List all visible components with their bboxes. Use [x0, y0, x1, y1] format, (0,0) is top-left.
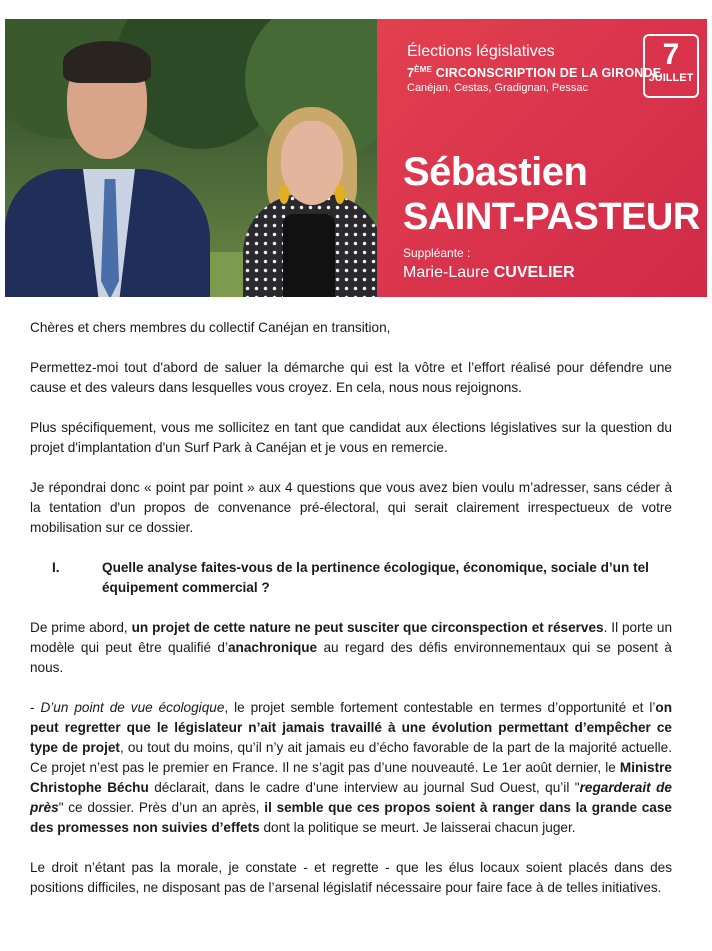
election-title: Élections législatives: [407, 43, 555, 60]
circonscription-label: 7ÈME CIRCONSCRIPTION DE LA GIRONDE: [407, 65, 662, 81]
candidate-first-name: Sébastien: [403, 150, 588, 194]
question-text: Quelle analyse faites-vous de la pertinence écologique, économique, sociale d’un tel équipement commercial ?: [102, 560, 649, 595]
question-1: [30, 558, 672, 598]
paragraph-ecology: - D’un point de vue écologique, le projet semble fortement contestable en termes d’opportunité et l’on peut regretter que le législateur n’ait jamais travaillé à une évolution permettant d’empêcher ce type de projet, ou tout du moins, qu’il n’y ait jamais eu d’écho favorable de la part de la majorité actuelle. Ce projet n’est pas le premier en France. Il ne s’agit pas d’une nouveauté. Le 1er août dernier, le Ministre Christophe Béchu déclarait, dans le cadre d’une interview au journal Sud Ouest, qu’il "regarderait de près" ce dossier. Près d’un an après, il semble que ces propos soient à ranger dans la grande case des promesses non suivies d’effets dont la politique se meurt. Je laisserai chacun juger.: [30, 700, 672, 835]
letter-body: [30, 318, 672, 918]
candidates-photo: [5, 19, 377, 297]
paragraph-approach: Je répondrai donc « point par point » aux 4 questions que vous avez bien voulu m’adresser, sans céder à la tentation d'un propos de convenance pré-électoral, qui serait clairement irrespectueux de votre mobilisation sur ce dossier.: [30, 480, 672, 535]
campaign-banner: [5, 19, 707, 297]
paragraph-assessment: De prime abord, un projet de cette nature ne peut susciter que circonspection et réserves. Il porte un modèle qui peut être qualifié d’anachronique au regard des défis environnementaux qui se posent à nous.: [30, 620, 673, 675]
greeting: Chères et chers membres du collectif Canéjan en transition,: [30, 320, 391, 335]
towns-list: Canéjan, Cestas, Gradignan, Pessac: [407, 82, 588, 94]
candidate-last-name: SAINT-PASTEUR: [403, 196, 700, 238]
paragraph-intro: Permettez-moi tout d'abord de saluer la démarche qui est la vôtre et l’effort réalisé pour défendre une cause et des valeurs dans lesquelles vous croyez. En cela, nous nous rejoignons.: [30, 360, 672, 395]
paragraph-request: Plus spécifiquement, vous me sollicitez en tant que candidat aux élections législatives sur la question du projet d'implantation d'un Surf Park à Canéjan et je vous en remercie.: [30, 420, 672, 455]
question-number: I.: [52, 560, 60, 575]
date-month: JUILLET: [648, 72, 694, 84]
substitute-label: Suppléante :: [403, 246, 471, 260]
date-day: 7: [662, 38, 680, 71]
substitute-name: Marie-Laure CUVELIER: [403, 264, 575, 281]
paragraph-law: Le droit n’étant pas la morale, je constate - et regrette - que les élus locaux soient placés dans des positions difficiles, ne disposant pas de l’arsenal législatif nécessaire pour faire face à de telles initiatives.: [30, 860, 672, 895]
candidate-panel: [377, 19, 707, 297]
election-date-badge: [643, 34, 699, 98]
